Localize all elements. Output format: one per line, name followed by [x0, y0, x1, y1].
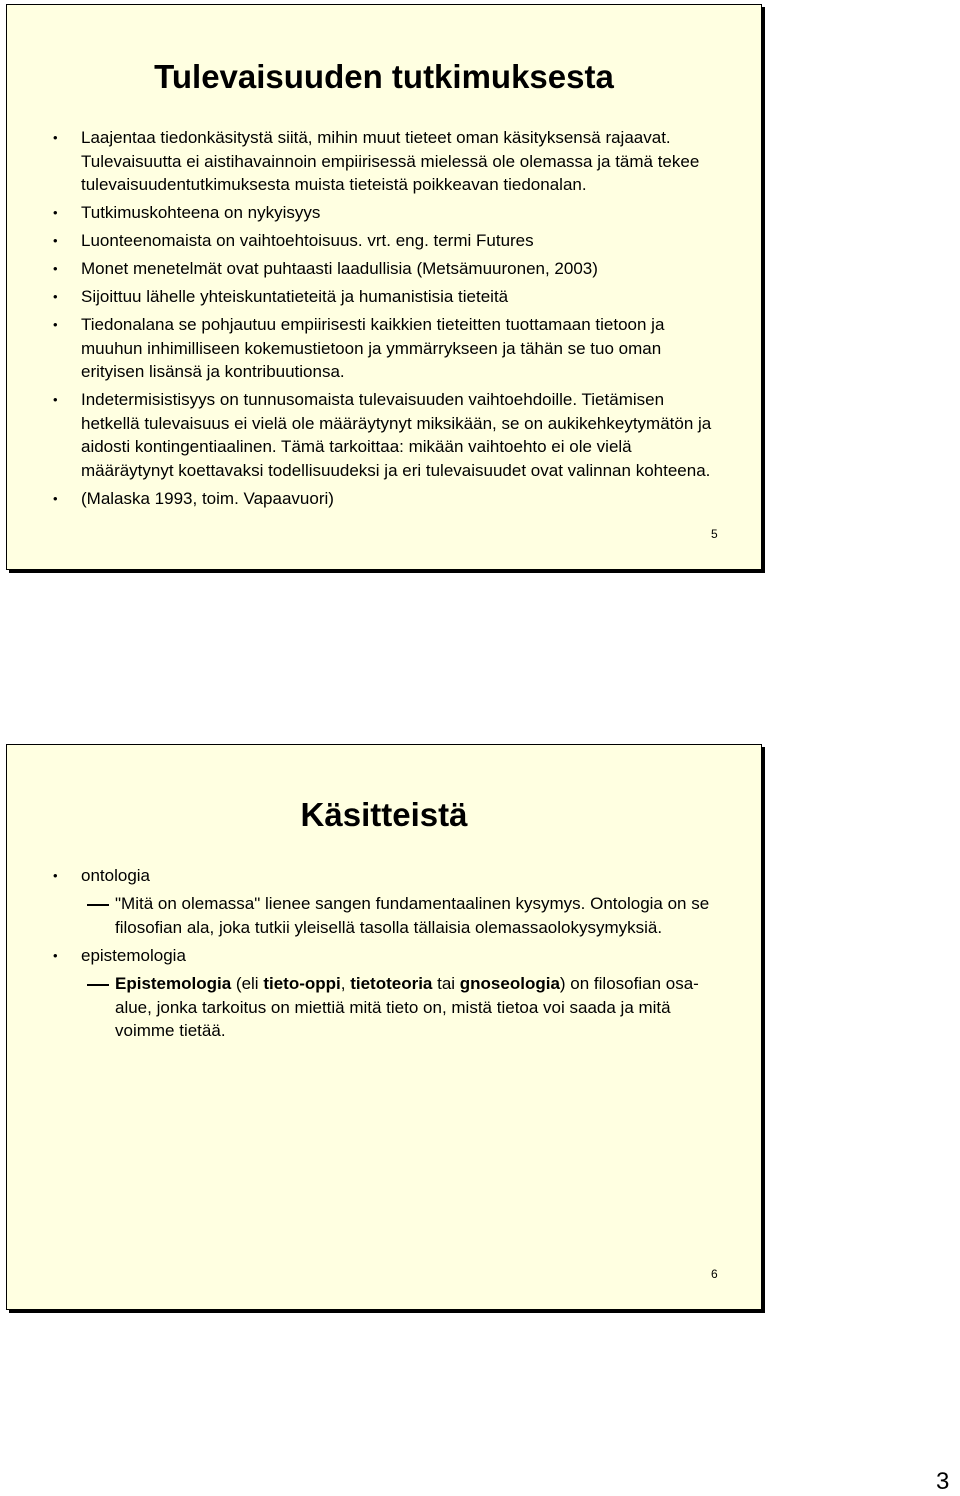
- bullet-item: • Indetermisistisyys on tunnusomaista tulevaisuuden vaihtoehdoille. Tietämisen hetkellä tulevaisuus ei vielä ole määräytynyt miksikään, se on aukikehkeytymätön ja aidosti kontingentiaalinen. Tämä tarkoittaa: mikään vaihtoehto ei ole vielä määräytynyt koettavaksi todellisuudeksi ja eri tulevaisuudet ovat valinnan kohteena.: [7, 388, 761, 482]
- term-epistemology: Epistemologia: [115, 974, 232, 993]
- term-tietoteoria: tietoteoria: [350, 974, 433, 993]
- sub-item-epistemology: [7, 972, 761, 1043]
- slide-future-research: [6, 4, 762, 570]
- sub-item-ontology: "Mitä on olemassa" lienee sangen fundamentaalinen kysymys. Ontologia on se filosofian ala, joka tutkii yleisellä tasolla tällaisia olemassaolokysymyksiä.: [7, 892, 761, 939]
- slide-title: Käsitteistä: [300, 796, 468, 833]
- bullet-item: • Laajentaa tiedonkäsitystä siitä, mihin muut tieteet oman käsityksensä rajaavat. Tulevaisuutta ei aistihavainnoin empiirisessä mielessä ole olemassa ja tämä tekee tulevaisuudentutkimuksesta muista tieteistä poikkeavan tiedonalan.: [7, 126, 761, 197]
- text-segment: ,: [340, 974, 351, 993]
- bullet-item-ontology: • ontologia: [7, 864, 761, 888]
- slide-number: 6: [711, 1267, 718, 1281]
- page-number: 3: [936, 1468, 950, 1495]
- text-segment: tai: [432, 974, 460, 993]
- slide-title: Tulevaisuuden tutkimuksesta: [154, 58, 614, 95]
- bullet-item: • Luonteenomaista on vaihtoehtoisuus. vrt. eng. termi Futures: [7, 229, 761, 253]
- text-segment: ) on filosofian osa-alue, jonka tarkoitus on miettiä mitä tieto on, mistä tietoa voi saada ja mitä voimme tietää.: [115, 974, 699, 1040]
- slide-concepts: [6, 744, 762, 1310]
- bullet-item-epistemology: • epistemologia: [7, 944, 761, 968]
- bullet-item: • Tutkimuskohteena on nykyisyys: [7, 201, 761, 225]
- bullet-item: • (Malaska 1993, toim. Vapaavuori): [7, 487, 761, 511]
- bullet-list: [7, 864, 761, 1048]
- bullet-item: • Monet menetelmät ovat puhtaasti laadullisia (Metsämuuronen, 2003): [7, 257, 761, 281]
- slide-number: 5: [711, 527, 718, 541]
- term-tieto-oppi: tieto-oppi: [263, 974, 341, 993]
- term-gnoseologia: gnoseologia: [459, 974, 560, 993]
- text-segment: (eli: [231, 974, 264, 993]
- bullet-list: [7, 126, 761, 515]
- bullet-item: • Sijoittuu lähelle yhteiskuntatieteitä ja humanistisia tieteitä: [7, 285, 761, 309]
- bullet-item: • Tiedonalana se pohjautuu empiirisesti kaikkien tieteitten tuottamaan tietoon ja muuhun inhimilliseen kokemustietoon ja ymmärrykseen ja tähän se tuo oman erityisen lisänsä ja kontribuutionsa.: [7, 313, 761, 384]
